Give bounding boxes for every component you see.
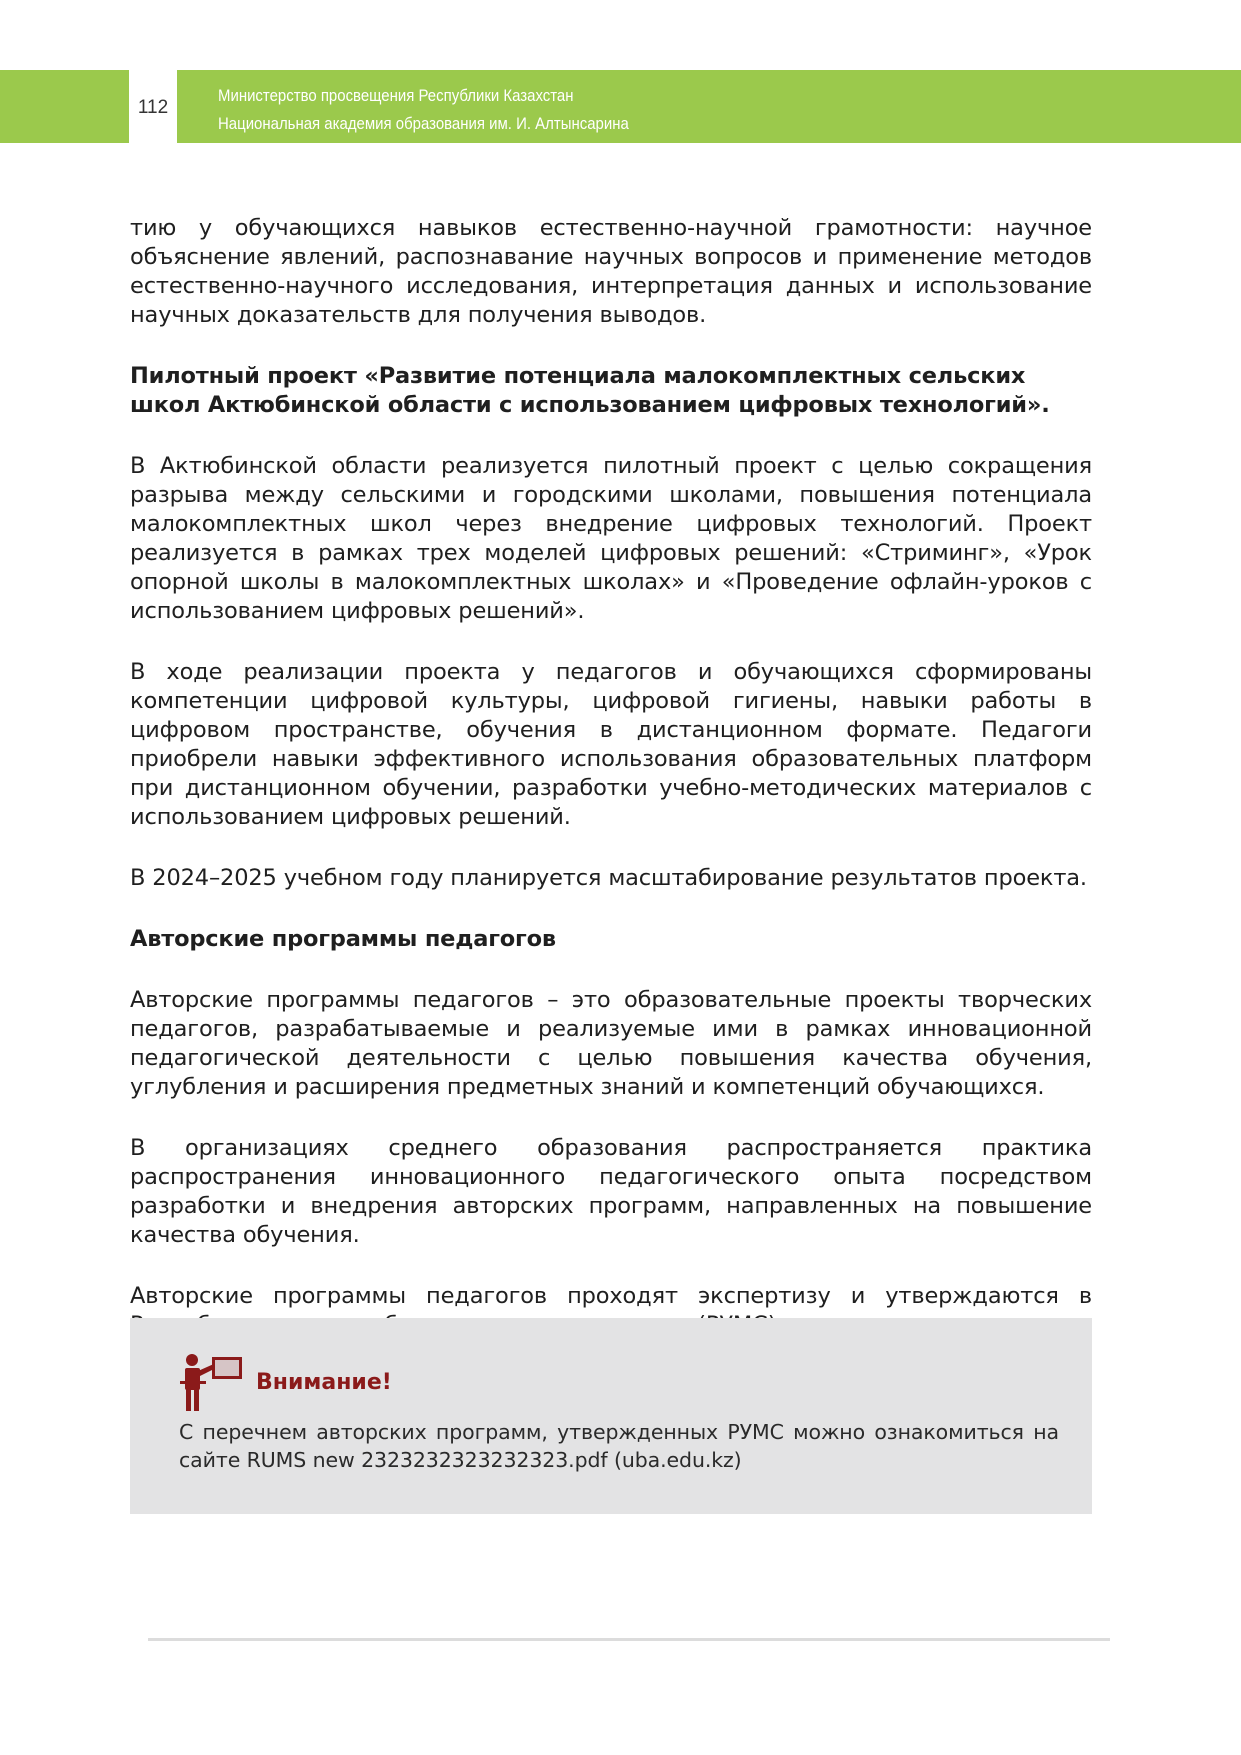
paragraph-science-literacy: тию у обучающихся навыков естественно-научной грамотности: научное объяснение явлений, распознавание научных вопросов и применение методов естественно-научного исследования, интерпретация данных и использование научных доказательств для получения выводов. bbox=[130, 215, 1092, 328]
header-academy: Национальная академия образования им. И. Алтынсарина bbox=[218, 114, 629, 133]
header-band bbox=[0, 70, 1241, 143]
paragraph-scaling-plan: В 2024–2025 учебном году планируется масштабирование результатов проекта. bbox=[130, 865, 1087, 891]
heading-author-programs: Авторские программы педагогов bbox=[130, 926, 556, 952]
paragraph-author-programs-practice: В организациях среднего образования распространяется практика распространения инновационного педагогического опыта посредством разработки и внедрения авторских программ, направленных на повышение качества обучения. bbox=[130, 1135, 1092, 1248]
header-text bbox=[218, 82, 629, 138]
paragraph-project-results: В ходе реализации проекта у педагогов и обучающихся сформированы компетенции цифровой культуры, цифровой гигиены, навыки работы в цифровом пространстве, обучения в дистанционном формате. Педагоги приобрели навыки эффективного использования образовательных платформ при дистанционном обучении, разработки учебно-методических материалов с использованием цифровых решений. bbox=[130, 659, 1092, 830]
paragraph-aktobe-project: В Актюбинской области реализуется пилотный проект с целью сокращения разрыва между сельскими и городскими школами, повышения потенциала малокомплектных школ через внедрение цифровых технологий. Проект реализуется в рамках трех моделей цифровых решений: «Стриминг», «Урок опорной школы в малокомплектных школах» и «Проведение офлайн-уроков с использованием цифровых решений». bbox=[130, 453, 1092, 624]
footer-divider bbox=[148, 1638, 1110, 1641]
header-ministry: Министерство просвещения Республики Казахстан bbox=[218, 86, 574, 105]
attention-text: С перечнем авторских программ, утвержденных РУМС можно ознакомиться на сайте RUMS new 2323232323232323.pdf (uba.edu.kz) bbox=[179, 1420, 1059, 1472]
page-number: 112 bbox=[137, 97, 169, 118]
attention-title: Внимание! bbox=[256, 1370, 392, 1395]
heading-pilot-project: Пилотный проект «Развитие потенциала малокомплектных сельских школ Актюбинской области с использованием цифровых технологий». bbox=[130, 363, 1050, 418]
attention-box bbox=[130, 1318, 1092, 1514]
main-content bbox=[130, 214, 1092, 1372]
teacher-pointing-board-icon bbox=[180, 1353, 244, 1411]
paragraph-author-programs-definition: Авторские программы педагогов – это образовательные проекты творческих педагогов, разрабатываемые и реализуемые ими в рамках инновационной педагогической деятельности с целью повышения качества обучения, углубления и расширения предметных знаний и компетенций обучающихся. bbox=[130, 987, 1092, 1100]
paragraph-author-programs-expertise: Авторские программы педагогов проходят экспертизу и утверждаются в bbox=[130, 1283, 1092, 1309]
